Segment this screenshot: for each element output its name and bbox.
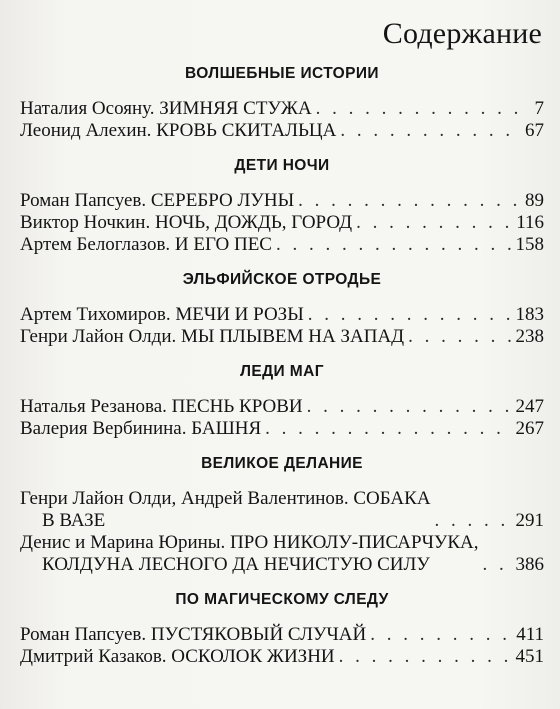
page-number: 451 bbox=[515, 646, 544, 667]
page-number: 386 bbox=[515, 554, 544, 575]
entry-title: Артем Белоглазов. И ЕГО ПЕС bbox=[20, 234, 272, 255]
dot-leader bbox=[298, 190, 521, 212]
dot-leader bbox=[408, 326, 511, 348]
entry-title: Виктор Ночкин. НОЧЬ, ДОЖДЬ, ГОРОД bbox=[20, 212, 353, 233]
section-title: ВОЛШЕБНЫЕ ИСТОРИИ bbox=[185, 65, 379, 82]
toc-entry[interactable] bbox=[20, 98, 544, 120]
toc-entry[interactable] bbox=[20, 624, 544, 646]
table-of-contents bbox=[20, 64, 544, 668]
toc-entry[interactable] bbox=[20, 646, 544, 668]
toc-section bbox=[20, 64, 544, 142]
section-title: ЛЕДИ МАГ bbox=[240, 363, 324, 380]
toc-entry[interactable] bbox=[20, 234, 544, 256]
section-title: ВЕЛИКОЕ ДЕЛАНИЕ bbox=[201, 455, 363, 472]
dot-leader bbox=[308, 304, 512, 326]
entry-title: Генри Лайон Олди. МЫ ПЛЫВЕМ НА ЗАПАД bbox=[20, 326, 405, 347]
dot-leader bbox=[316, 98, 531, 120]
toc-section bbox=[20, 156, 544, 256]
page-number: 7 bbox=[534, 98, 544, 119]
dot-leader bbox=[370, 624, 512, 646]
entry-title: Артем Тихомиров. МЕЧИ И РОЗЫ bbox=[20, 304, 304, 325]
section-title: ЭЛЬФИЙСКОЕ ОТРОДЬЕ bbox=[182, 271, 382, 288]
page-number: 116 bbox=[516, 212, 544, 233]
toc-entry[interactable] bbox=[20, 326, 544, 348]
entry-title: Роман Папсуев. ПУСТЯКОВЫЙ СЛУЧАЙ bbox=[20, 624, 367, 645]
entry-text-block bbox=[20, 488, 431, 532]
entry-title: Роман Папсуев. СЕРЕБРО ЛУНЫ bbox=[20, 190, 295, 211]
entry-title: Наталия Осояну. ЗИМНЯЯ СТУЖА bbox=[20, 98, 312, 119]
toc-entry[interactable] bbox=[20, 488, 544, 532]
dot-leader bbox=[265, 418, 511, 440]
page-number: 158 bbox=[515, 234, 544, 255]
page-number: 67 bbox=[525, 120, 544, 141]
toc-entry[interactable] bbox=[20, 190, 544, 212]
entry-title-continuation: В ВАЗЕ bbox=[42, 510, 106, 531]
page-number: 89 bbox=[525, 190, 544, 211]
dot-leader bbox=[340, 120, 521, 142]
entry-title: Денис и Марина Юрины. ПРО НИКОЛУ-ПИСАРЧУКА, bbox=[20, 532, 479, 553]
section-title: ПО МАГИЧЕСКОМУ СЛЕДУ bbox=[175, 591, 389, 608]
toc-entry[interactable] bbox=[20, 212, 544, 234]
dot-leader bbox=[483, 554, 512, 576]
page-number: 183 bbox=[515, 304, 544, 325]
dot-leader bbox=[356, 212, 512, 234]
dot-leader bbox=[307, 396, 512, 418]
entry-title: Генри Лайон Олди, Андрей Валентинов. СОБАКА bbox=[20, 488, 431, 509]
dot-leader bbox=[339, 646, 512, 668]
toc-entry[interactable] bbox=[20, 304, 544, 326]
page-number: 291 bbox=[515, 510, 544, 531]
dot-leader bbox=[276, 234, 512, 256]
toc-section bbox=[20, 590, 544, 668]
toc-section bbox=[20, 362, 544, 440]
entry-title: Валерия Вербинина. БАШНЯ bbox=[20, 418, 262, 439]
page-number: 247 bbox=[515, 396, 544, 417]
entry-title: Леонид Алехин. КРОВЬ СКИТАЛЬЦА bbox=[20, 120, 337, 141]
entry-title: Дмитрий Казаков. ОСКОЛОК ЖИЗНИ bbox=[20, 646, 335, 667]
entry-text-block bbox=[20, 532, 479, 576]
toc-section bbox=[20, 270, 544, 348]
page-title: Содержание bbox=[382, 17, 542, 50]
dot-leader bbox=[435, 510, 512, 532]
toc-section bbox=[20, 454, 544, 576]
toc-entry[interactable] bbox=[20, 418, 544, 440]
toc-entry[interactable] bbox=[20, 120, 544, 142]
section-title: ДЕТИ НОЧИ bbox=[234, 157, 330, 174]
toc-entry[interactable] bbox=[20, 396, 544, 418]
entry-title-continuation: КОЛДУНА ЛЕСНОГО ДА НЕЧИСТУЮ СИЛУ bbox=[42, 554, 430, 575]
page-number: 238 bbox=[515, 326, 544, 347]
page-number: 411 bbox=[516, 624, 544, 645]
entry-title: Наталья Резанова. ПЕСНЬ КРОВИ bbox=[20, 396, 303, 417]
toc-entry[interactable] bbox=[20, 532, 544, 576]
page-number: 267 bbox=[515, 418, 544, 439]
